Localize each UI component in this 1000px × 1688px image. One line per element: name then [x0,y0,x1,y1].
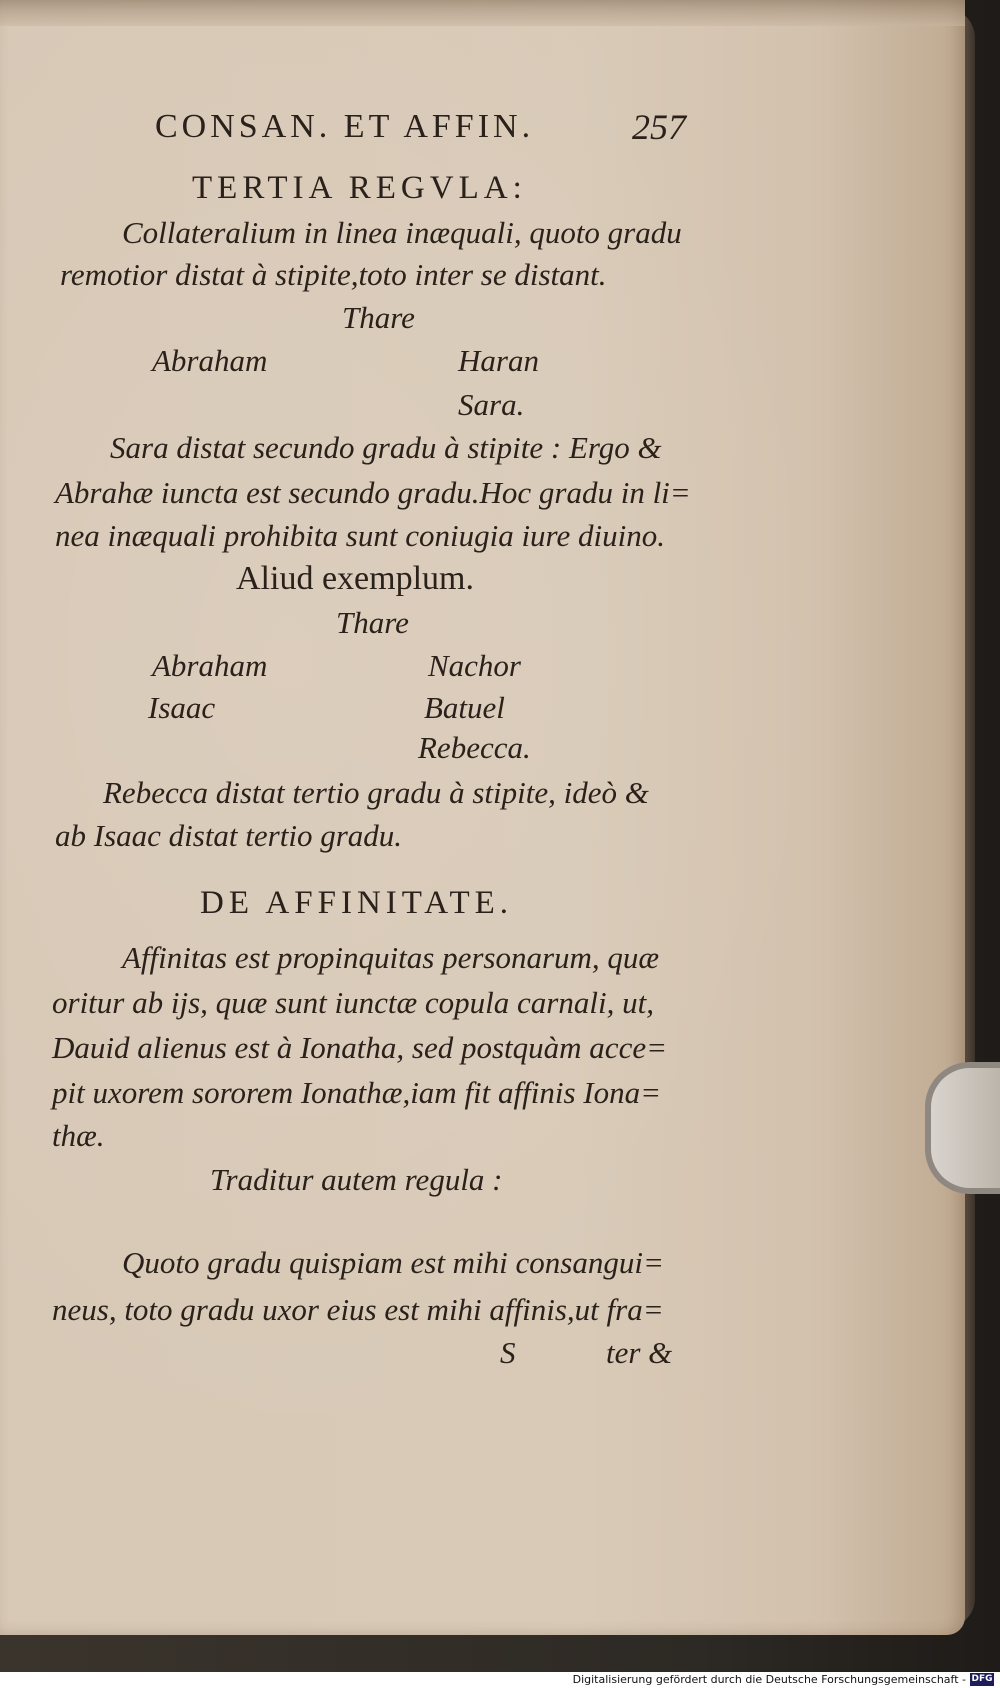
example2-root: Thare [336,605,409,640]
example2-left-child: Isaac [148,690,216,725]
catchword: ter & [606,1335,673,1370]
example2-heading: Aliud exemplum. [236,560,474,597]
traditur-line: Traditur autem regula : [210,1162,503,1197]
explanation2-line-1: Rebecca distat tertio gradu à stipite, ideò & [103,775,649,810]
explanation1-line-2: Abrahæ iuncta est secundo gradu.Hoc gradu in li= [55,475,691,510]
example1-root: Thare [342,300,415,335]
example2-left: Abraham [152,648,268,683]
affinity-rule-line-2: neus, toto gradu uxor eius est mihi affinis,ut fra= [52,1292,664,1327]
page-number: 257 [632,107,686,147]
explanation1-line-1: Sara distat secundo gradu à stipite : Ergo & [110,430,662,465]
footer-credit: Digitalisierung gefördert durch die Deutsche Forschungsgemeinschaft - [572,1673,966,1686]
signature-mark: S [500,1335,516,1370]
running-head: CONSAN. ET AFFIN. [155,108,535,145]
affinity-rule-line-1: Quoto gradu quispiam est mihi consangui= [122,1245,664,1280]
example1-left: Abraham [152,343,268,378]
dfg-logo-icon: DFG [971,1674,993,1684]
affinitas-line-5: thæ. [52,1118,105,1153]
explanation2-line-2: ab Isaac distat tertio gradu. [55,818,403,853]
rule-line-2: remotior distat à stipite,toto inter se distant. [60,257,607,292]
example1-right-child: Sara. [458,387,525,422]
affinitas-line-3: Dauid alienus est à Ionatha, sed postquàm acce= [52,1030,668,1065]
page-top-edge [0,0,965,26]
rule-line-1: Collateralium in linea inæquali, quoto gradu [122,215,682,250]
example2-right: Nachor [428,648,521,683]
affinitas-line-1: Affinitas est propinquitas personarum, quæ [122,940,660,975]
explanation1-line-3: nea inæquali prohibita sunt coniugia iure diuino. [55,518,665,553]
example2-right-grandchild: Rebecca. [418,730,531,765]
example1-right: Haran [458,343,539,378]
rule-heading: TERTIA REGVLA: [192,170,527,206]
affinitas-heading: DE AFFINITATE. [200,885,514,921]
book-clasp [925,1062,1000,1194]
example2-right-child: Batuel [424,690,505,725]
affinitas-line-2: oritur ab ijs, quæ sunt iunctæ copula carnali, ut, [52,985,654,1020]
affinitas-line-4: pit uxorem sororem Ionathæ,iam fit affinis Iona= [52,1075,662,1110]
